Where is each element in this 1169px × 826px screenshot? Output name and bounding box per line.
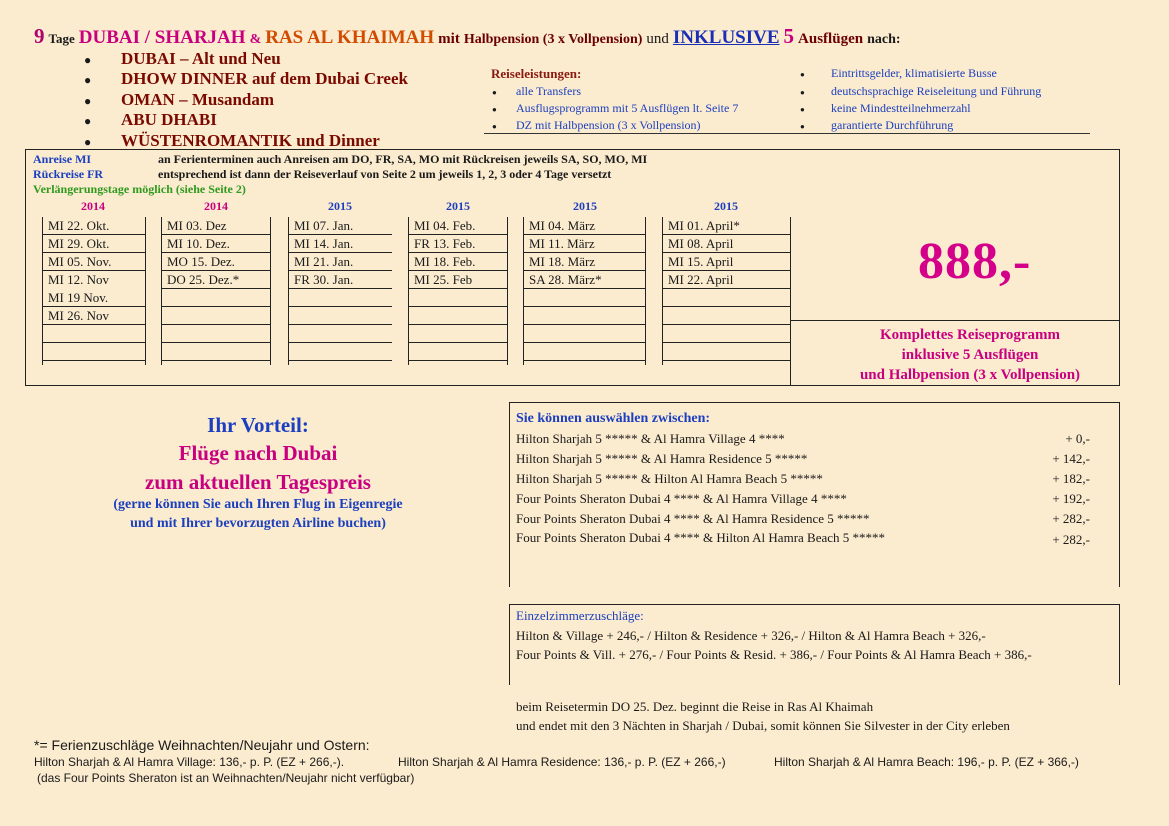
- date-cell: MI 18. Feb.: [408, 253, 508, 271]
- date-cell: FR 13. Feb.: [408, 235, 508, 253]
- year-label: 2015: [714, 199, 738, 213]
- date-cell: DO 25. Dez.*: [161, 271, 271, 289]
- date-cell: [161, 343, 271, 361]
- program-line: und Halbpension (3 x Vollpension): [859, 367, 1081, 383]
- date-cell: MI 18. März: [523, 253, 646, 271]
- date-cell: MI 25. Feb: [408, 271, 508, 289]
- year-label: 2014: [204, 199, 228, 213]
- page-title: 9 Tage DUBAI / SHARJAH & RAS AL KHAIMAH mit Halbpension (3 x Vollpension) und INKLUSIVE 5 Ausflügen nach:: [34, 24, 901, 48]
- date-cell: MI 05. Nov.: [42, 253, 146, 271]
- holiday-surcharge: Hilton Sharjah & Al Hamra Village: 136,- p. P. (EZ + 266,-).: [34, 755, 345, 769]
- hotel-price: + 282,-: [1052, 532, 1090, 547]
- rueck-label: Rückreise FR: [33, 167, 104, 181]
- date-cell: [523, 325, 646, 343]
- single-heading: Einzelzimmerzuschläge:: [516, 608, 644, 623]
- service-item: ● garantierte Durchführung: [800, 118, 954, 132]
- single-line: Four Points & Vill. + 276,- / Four Points & Resid. + 386,- / Four Points & Al Hamra Beach + 386,-: [516, 647, 1032, 662]
- single-line: Hilton & Village + 246,- / Hilton & Residence + 326,- / Hilton & Al Hamra Beach + 326,-: [516, 628, 986, 643]
- date-cell: [523, 307, 646, 325]
- advantage-line: zum aktuellen Tagespreis: [145, 470, 371, 494]
- date-column: [288, 217, 392, 361]
- hotel-price: + 0,-: [1065, 431, 1090, 446]
- date-cell: [42, 325, 146, 343]
- date-cell: MI 08. April: [662, 235, 791, 253]
- days-number: 9: [34, 24, 45, 48]
- date-cell: [288, 307, 392, 325]
- year-label: 2015: [328, 199, 352, 213]
- date-cell: [408, 325, 508, 343]
- date-column: [523, 217, 646, 361]
- date-column: [161, 217, 271, 361]
- advantage-line: Flüge nach Dubai: [178, 441, 338, 465]
- destination-item: ● WÜSTENROMANTIK und Dinner: [84, 131, 380, 150]
- rueck-text: entsprechend ist dann der Reiseverlauf von Seite 2 um jeweils 1, 2, 3 oder 4 Tage versetzt: [158, 167, 612, 181]
- date-cell: [161, 289, 271, 307]
- holiday-surcharge: Hilton Sharjah & Al Hamra Residence: 136,- p. P. (EZ + 266,-): [398, 755, 726, 769]
- hotel-option: Four Points Sheraton Dubai 4 **** & Al Hamra Residence 5 *****: [516, 511, 870, 526]
- date-cell: SA 28. März*: [523, 271, 646, 289]
- date-cell: [288, 325, 392, 343]
- date-cell: [408, 289, 508, 307]
- december-note: beim Reisetermin DO 25. Dez. beginnt die Reise in Ras Al Khaimah: [516, 699, 874, 714]
- advantage-note: (gerne können Sie auch Ihren Flug in Eigenregie: [113, 497, 403, 512]
- advantage-heading: Ihr Vorteil:: [207, 413, 309, 437]
- hotel-option: Four Points Sheraton Dubai 4 **** & Al Hamra Village 4 ****: [516, 491, 847, 506]
- date-cell: [662, 325, 791, 343]
- destination-item: ● DUBAI – Alt und Neu: [84, 49, 281, 68]
- year-label: 2015: [573, 199, 597, 213]
- date-cell: MI 11. März: [523, 235, 646, 253]
- date-cell: MI 15. April: [662, 253, 791, 271]
- date-cell: [523, 343, 646, 361]
- availability-note: (das Four Points Sheraton ist an Weihnachten/Neujahr nicht verfügbar): [37, 771, 415, 785]
- extension-note: Verlängerungstage möglich (siehe Seite 2): [33, 182, 246, 196]
- date-cell: MI 21. Jan.: [288, 253, 392, 271]
- date-cell: MI 04. März: [523, 217, 646, 235]
- date-column: [42, 217, 146, 361]
- service-item: ● Ausflugsprogramm mit 5 Ausflügen lt. Seite 7: [492, 101, 739, 115]
- december-note: und endet mit den 3 Nächten in Sharjah / Dubai, somit können Sie Silvester in der City erleben: [516, 718, 1010, 733]
- hotel-price: + 192,-: [1052, 491, 1090, 506]
- hotel-option: Four Points Sheraton Dubai 4 **** & Hilton Al Hamra Beach 5 *****: [516, 530, 886, 545]
- destination-item: ● DHOW DINNER auf dem Dubai Creek: [84, 69, 408, 88]
- date-cell: MI 03. Dez: [161, 217, 271, 235]
- date-cell: MI 14. Jan.: [288, 235, 392, 253]
- date-cell: [408, 307, 508, 325]
- date-cell: [42, 343, 146, 361]
- hotel-heading: Sie können auswählen zwischen:: [516, 411, 711, 426]
- divider: [484, 133, 1090, 134]
- program-line: Komplettes Reiseprogramm: [879, 327, 1061, 343]
- anreise-text: an Ferienterminen auch Anreisen am DO, FR, SA, MO mit Rückreisen jeweils SA, SO, MO, MI: [158, 152, 648, 166]
- date-column: [662, 217, 791, 361]
- date-cell: MI 12. Nov: [48, 272, 110, 287]
- date-cell: MI 19 Nov.: [42, 289, 146, 307]
- date-cell: [408, 343, 508, 361]
- date-cell: FR 30. Jan.: [288, 271, 392, 289]
- date-cell: MI 10. Dez.: [161, 235, 271, 253]
- services-heading: Reiseleistungen:: [491, 66, 582, 81]
- holiday-surcharge-heading: *= Ferienzuschläge Weihnachten/Neujahr und Ostern:: [34, 737, 370, 753]
- service-item: ● alle Transfers: [492, 84, 581, 98]
- date-cell: MI 04. Feb.: [408, 217, 508, 235]
- date-cell: [662, 343, 791, 361]
- hotel-price: + 182,-: [1052, 471, 1090, 486]
- date-cell: MI 01. April*: [662, 217, 791, 235]
- advantage-note: und mit Ihrer bevorzugten Airline buchen): [130, 516, 386, 531]
- date-cell: [288, 343, 392, 361]
- destination-item: ● OMAN – Musandam: [84, 90, 275, 109]
- hotel-price: + 282,-: [1052, 511, 1090, 526]
- date-cell: [288, 289, 392, 307]
- service-item: ● Eintrittsgelder, klimatisierte Busse: [800, 66, 997, 80]
- year-label: 2015: [446, 199, 470, 213]
- service-item: ● deutschsprachige Reiseleitung und Führung: [800, 84, 1042, 98]
- date-cell: [161, 307, 271, 325]
- holiday-surcharge: Hilton Sharjah & Al Hamra Beach: 196,- p. P. (EZ + 366,-): [774, 755, 1079, 769]
- hotel-option: Hilton Sharjah 5 ***** & Al Hamra Residence 5 *****: [516, 451, 808, 466]
- service-item: ● DZ mit Halbpension (3 x Vollpension): [492, 118, 701, 132]
- hotel-price: + 142,-: [1052, 451, 1090, 466]
- price: 888,-: [918, 233, 1032, 290]
- service-item: ● keine Mindestteilnehmerzahl: [800, 101, 971, 115]
- date-cell: [662, 289, 791, 307]
- program-line: inklusive 5 Ausflügen: [901, 347, 1039, 363]
- date-cell: MI 22. Okt.: [42, 217, 146, 235]
- date-cell: MI 22. April: [662, 271, 791, 289]
- destination-item: ● ABU DHABI: [84, 110, 217, 129]
- date-cell: MI 07. Jan.: [288, 217, 392, 235]
- date-column: [408, 217, 508, 361]
- date-cell: MI 26. Nov: [42, 307, 146, 325]
- date-cell: [523, 289, 646, 307]
- hotel-option: Hilton Sharjah 5 ***** & Hilton Al Hamra Beach 5 *****: [516, 471, 823, 486]
- year-label: 2014: [81, 199, 105, 213]
- date-cell: MI 29. Okt.: [42, 235, 146, 253]
- hotel-option: Hilton Sharjah 5 ***** & Al Hamra Village 4 ****: [516, 431, 785, 446]
- anreise-label: Anreise MI: [33, 152, 92, 166]
- date-cell: [161, 325, 271, 343]
- date-cell: MO 15. Dez.: [161, 253, 271, 271]
- date-cell: [662, 307, 791, 325]
